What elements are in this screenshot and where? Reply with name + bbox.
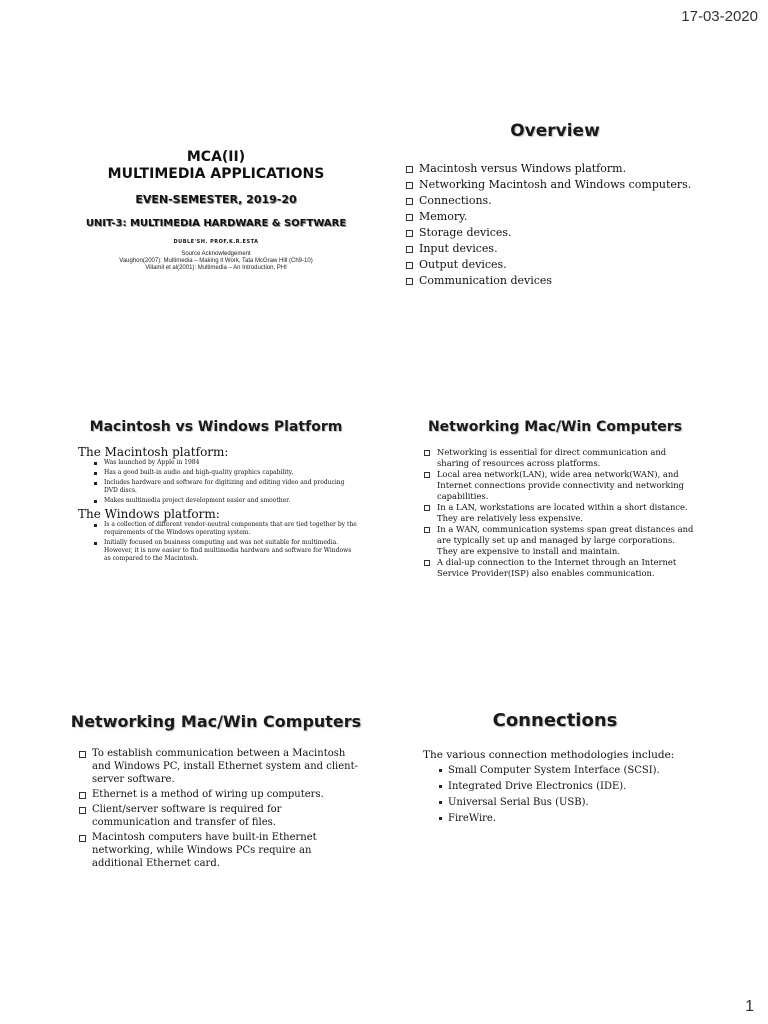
slide-networking-1 xyxy=(405,405,705,630)
list-item: In a WAN, communication systems span great distances and are typically set up and managed by large corporations. They are expensive to install and maintain. xyxy=(423,524,697,557)
networking-list xyxy=(423,447,697,579)
slide-title-text: Macintosh vs Windows Platform xyxy=(89,419,343,435)
slide-platform xyxy=(66,405,366,630)
author-line: DUBLE'SH. PROF.K.R.ESTA xyxy=(173,239,259,245)
source-ref-2: Villamil et al(2001): Multimedia – An Introduction, PHI xyxy=(145,265,287,271)
slide-networking-2 xyxy=(66,700,366,925)
slide-title-text: Networking Mac/Win Computers xyxy=(70,712,362,731)
semester-line: EVEN-SEMESTER, 2019-20 xyxy=(135,193,297,206)
page-number: 1 xyxy=(745,998,754,1015)
list-item: Was launched by Apple in 1984 xyxy=(92,459,358,467)
list-item: Includes hardware and software for digitizing and editing video and producing DVD discs. xyxy=(92,479,358,495)
list-item: FireWire. xyxy=(439,811,705,827)
list-item: Makes multimedia project development easier and smoother. xyxy=(92,497,358,505)
windows-heading: The Windows platform: xyxy=(78,507,220,521)
mac-list xyxy=(92,459,358,505)
course-subject: MULTIMEDIA APPLICATIONS xyxy=(107,166,325,182)
source-heading: Source Acknowledgement xyxy=(181,251,251,257)
connections-list xyxy=(439,763,705,827)
mac-heading: The Macintosh platform: xyxy=(78,445,229,459)
unit-line: UNIT-3: MULTIMEDIA HARDWARE & SOFTWARE xyxy=(85,218,347,229)
list-item: Small Computer System Interface (SCSI). xyxy=(439,763,705,779)
list-item: Connections. xyxy=(405,194,705,208)
list-item: Local area network(LAN), wide area network(WAN), and Internet connections provide connectivity and networking capabilities. xyxy=(423,469,697,502)
slide-title-text: Networking Mac/Win Computers xyxy=(427,419,683,435)
list-item: Networking Macintosh and Windows computers. xyxy=(405,178,705,192)
course-title: MCA(II) xyxy=(186,149,246,165)
list-item: Integrated Drive Electronics (IDE). xyxy=(439,779,705,795)
list-item: Storage devices. xyxy=(405,226,705,240)
list-item: Networking is essential for direct communication and sharing of resources across platforms. xyxy=(423,447,697,469)
slide-title-text: Connections xyxy=(492,710,618,731)
list-item: Client/server software is required for communication and transfer of files. xyxy=(78,803,358,829)
slide-title-text: Overview xyxy=(510,121,600,141)
list-item: Output devices. xyxy=(405,258,705,272)
list-item: Has a good built-in audio and high-quality graphics capability. xyxy=(92,469,358,477)
list-item: Macintosh versus Windows platform. xyxy=(405,162,705,176)
list-item: In a LAN, workstations are located within a short distance. They are relatively less expensive. xyxy=(423,502,697,524)
slide-title xyxy=(66,105,366,330)
networking-list xyxy=(78,747,358,870)
list-item: To establish communication between a Macintosh and Windows PC, install Ethernet system and client-server software. xyxy=(78,747,358,786)
list-item: Memory. xyxy=(405,210,705,224)
connections-lead: The various connection methodologies include: xyxy=(423,749,675,761)
list-item: Ethernet is a method of wiring up computers. xyxy=(78,788,358,801)
print-date: 17-03-2020 xyxy=(681,8,758,25)
overview-list xyxy=(405,162,705,288)
slide-overview xyxy=(405,105,705,330)
source-ref-1: Vaughon(2007): Multimedia – Making it Work, Tata McGraw Hill (Ch9-10) xyxy=(119,258,313,264)
list-item: A dial-up connection to the Internet through an Internet Service Provider(ISP) also enables communication. xyxy=(423,557,697,579)
list-item: Initially focused on business computing and was not suitable for multimedia. However, it is now easier to find multimedia hardware and software for Windows as compared to the Macintosh. xyxy=(92,539,358,563)
list-item: Communication devices xyxy=(405,274,705,288)
list-item: Universal Serial Bus (USB). xyxy=(439,795,705,811)
list-item: Is a collection of different vendor-neutral components that are tied together by the requirements of the Windows operating system. xyxy=(92,521,358,537)
slide-connections xyxy=(405,700,705,925)
windows-list xyxy=(92,521,358,563)
list-item: Macintosh computers have built-in Ethernet networking, while Windows PCs require an additional Ethernet card. xyxy=(78,831,358,870)
list-item: Input devices. xyxy=(405,242,705,256)
